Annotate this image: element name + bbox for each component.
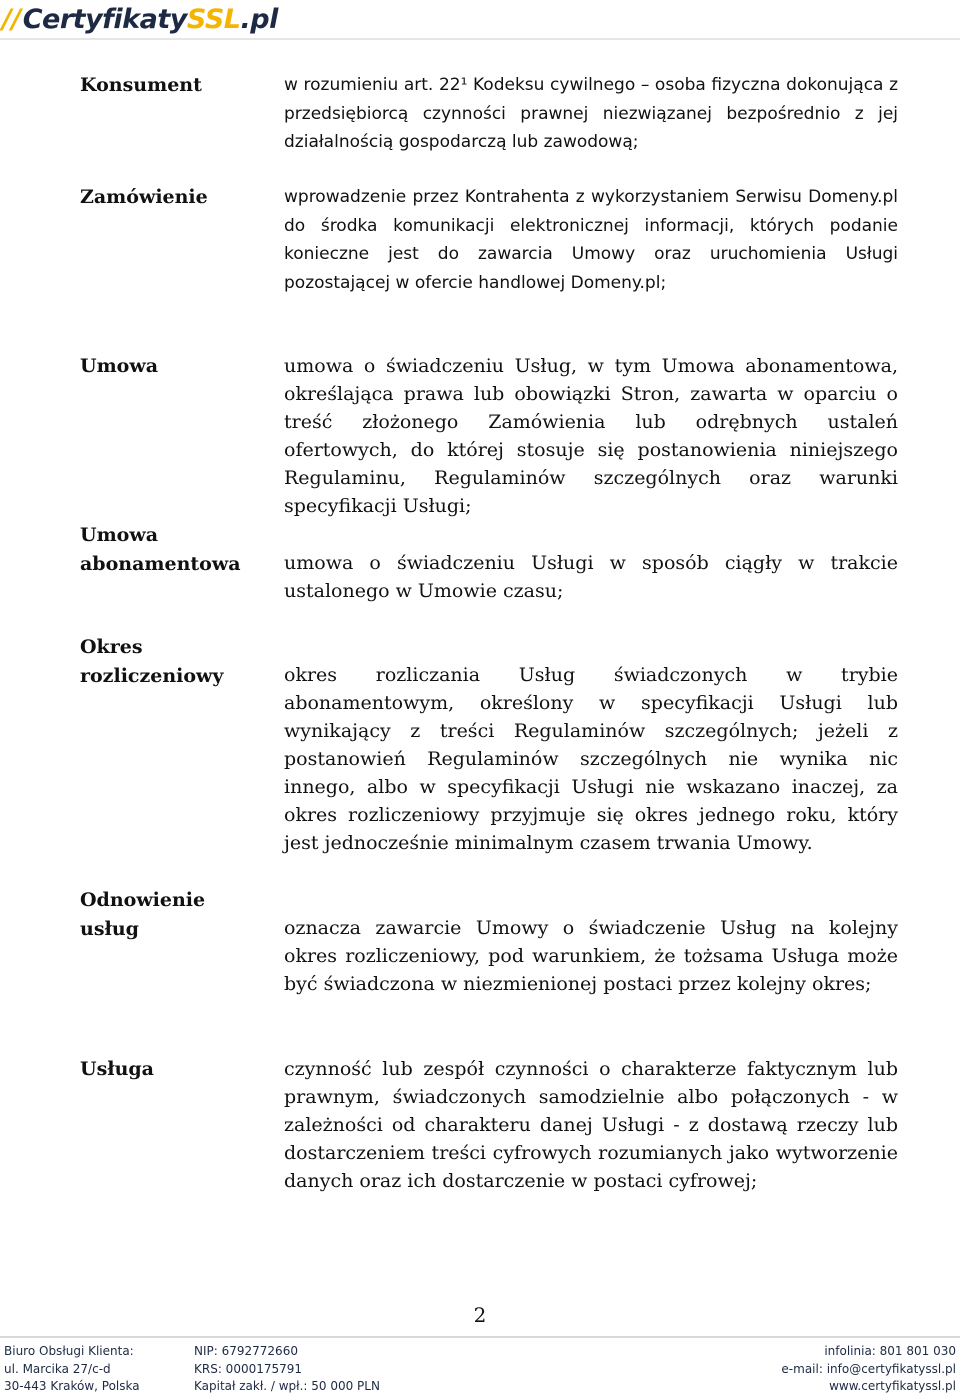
footer-email: e-mail: info@certyfikatyssl.pl bbox=[781, 1361, 956, 1376]
term-okres-rozliczeniowy: Okres rozliczeniowy bbox=[80, 636, 224, 687]
footer-contact-column bbox=[781, 1343, 956, 1396]
header-divider bbox=[0, 38, 960, 40]
footer-address-column bbox=[4, 1343, 140, 1396]
definition-text-umowa: umowa o świadczeniu Usług, w tym Umowa abonamentowa, określająca prawa lub obowiązki Stron, zawarta w oparciu o treść złożonego Zamówienia lub odrębnych ustaleń ofertowych, do której stosuje się postanowienia niniejszego Regulaminu, Regulaminów szczególnych oraz warunki specyfikacji Usługi; bbox=[284, 355, 898, 517]
footer-divider bbox=[0, 1336, 960, 1338]
term-odnowienie-uslug: Odnowienie usług bbox=[80, 889, 206, 940]
term-konsument: Konsument bbox=[80, 74, 202, 96]
footer-office-label: Biuro Obsługi Klienta: bbox=[4, 1344, 134, 1358]
term-zamowienie: Zamówienie bbox=[80, 186, 208, 208]
page-footer bbox=[0, 1343, 960, 1397]
footer-company-column bbox=[194, 1343, 380, 1396]
footer-website: www.certyfikatyssl.pl bbox=[829, 1379, 956, 1393]
footer-hotline: infolinia: 801 801 030 bbox=[824, 1344, 956, 1358]
logo-text-pl: .pl bbox=[240, 3, 278, 35]
footer-capital: Kapitał zakł. / wpł.: 50 000 PLN bbox=[194, 1379, 380, 1393]
definition-text-umowa-abonamentowa: umowa o świadczeniu Usługi w sposób ciągły w trakcie ustalonego w Umowie czasu; bbox=[284, 552, 898, 602]
footer-street: ul. Marcika 27/c-d bbox=[4, 1361, 111, 1376]
certyfikatyssl-logo bbox=[2, 2, 278, 36]
definition-text-zamowienie: wprowadzenie przez Kontrahenta z wykorzystaniem Serwisu Domeny.pl do środka komunikacji elektronicznej informacji, których podanie konieczne jest do zawarcia Umowy oraz uruchomienia Usługi pozostającej w ofercie handlowej Domeny.pl; bbox=[284, 187, 898, 293]
logo-text-certyfikaty: Certyfikaty bbox=[22, 3, 187, 35]
term-umowa-abonamentowa: Umowa abonamentowa bbox=[80, 524, 241, 575]
definition-text-konsument: w rozumieniu art. 22¹ Kodeksu cywilnego – osoba fizyczna dokonująca z przedsiębiorcą czynności prawnej niezwiązanej bezpośrednio z jej działalnością gospodarczą lub zawodową; bbox=[284, 75, 898, 152]
footer-krs: KRS: 0000175791 bbox=[194, 1361, 303, 1376]
definition-text-usluga: czynność lub zespół czynności o charakterze faktycznym lub prawnym, świadczonych samodzielnie albo połączonych - w zależności od charakteru danej Usługi - z dostawą rzeczy lub dostarczeniem treści cyfrowych rozumianych jako wytworzenie danych oraz ich dostarczenie w postaci cyfrowej; bbox=[284, 1058, 898, 1192]
term-usluga: Usługa bbox=[80, 1058, 154, 1080]
page-number: 2 bbox=[473, 1303, 487, 1327]
logo-slashes-mark: // bbox=[2, 3, 21, 35]
definition-text-odnowienie-uslug: oznacza zawarcie Umowy o świadczenie Usług na kolejny okres rozliczeniowy, pod warunkiem, że tożsama Usługa może być świadczona w niezmienionej postaci przez kolejny okres; bbox=[284, 917, 898, 995]
term-umowa: Umowa bbox=[80, 355, 159, 377]
logo-text-ssl: SSL bbox=[186, 3, 241, 35]
footer-nip: NIP: 6792772660 bbox=[194, 1344, 298, 1358]
definition-text-okres-rozliczeniowy: okres rozliczania Usług świadczonych w trybie abonamentowym, określony w specyfikacji Usługi lub wynikający z treści Regulaminów szczególnych; jeżeli z postanowień Regulaminów szczególnych nie wynika nic innego, albo w specyfikacji Usługi nie wskazano inaczej, za okres rozliczeniowy przyjmuje się okres jednego roku, który jest jednocześnie minimalnym czasem trwania Umowy. bbox=[284, 664, 898, 854]
footer-city: 30-443 Kraków, Polska bbox=[4, 1379, 140, 1393]
